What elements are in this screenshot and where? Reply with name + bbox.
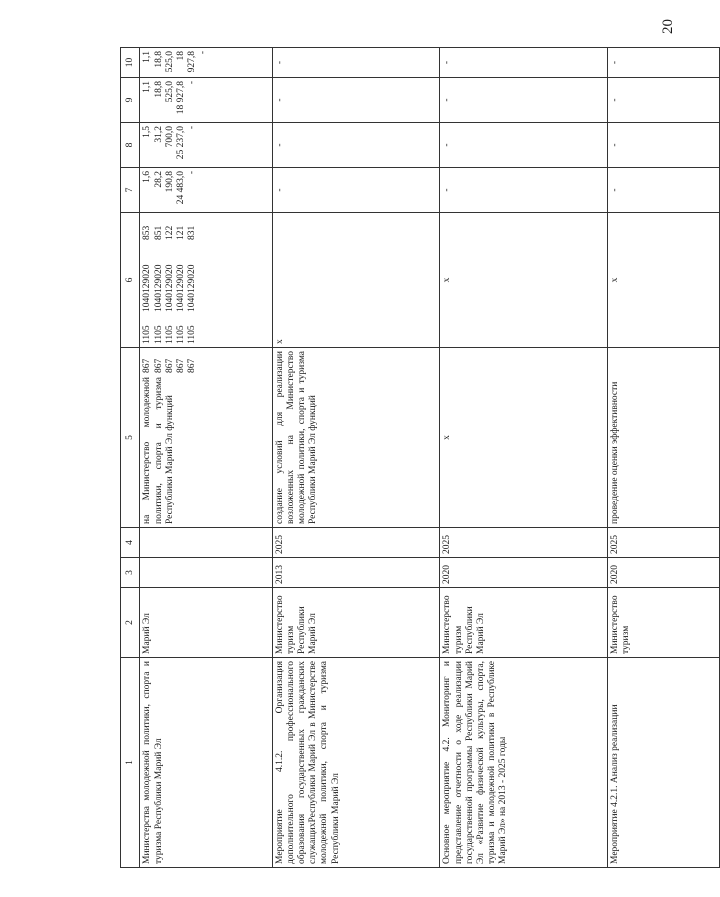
rotated-table-page <box>120 48 720 868</box>
cell-end-year: 2025 <box>440 528 608 558</box>
cell-csr-codes: 1040129020 1040129020 1040129020 1040129020 1040129020 <box>142 264 198 312</box>
cell-start-year: 2013 <box>272 558 440 588</box>
cell-result: x <box>440 348 608 528</box>
cell-val-7: - <box>440 168 608 213</box>
cell-executor: Марий Эл <box>140 588 272 658</box>
program-table <box>120 47 720 868</box>
cell-measure: Мероприятие 4.1.2. Организация дополнительного профессионального образования государственных гражданских служащихРеспублики Марий Эл в Министерстве молодежной политики, спорта и туризма Республики Марий Эл <box>272 658 440 868</box>
col-header-3: 3 <box>121 558 140 588</box>
cell-end-year: 2025 <box>608 528 720 558</box>
cell-vr-codes: 853 851 122 121 831 <box>142 225 198 240</box>
cell-result-text: на Министерство молодежной политики, спорта и туризма Республики Марий Эл функций <box>142 377 175 524</box>
table-row <box>272 48 440 868</box>
cell-val-10: - <box>608 48 720 78</box>
table-row <box>440 48 608 868</box>
cell-val-8: - <box>440 123 608 168</box>
cell-val-10: - <box>272 48 440 78</box>
cell-measure: Министерства молодежной политики, спорта и туризма Республики Марий Эл <box>140 658 272 868</box>
col-header-5: 5 <box>121 348 140 528</box>
page-number: 20 <box>660 19 676 34</box>
table-row <box>140 48 272 868</box>
cell-end-year: 2025 <box>272 528 440 558</box>
cell-val-10: 1,1 18,8 525,0 18 927,8 - <box>140 48 272 78</box>
cell-val-7: - <box>608 168 720 213</box>
cell-grbs-codes: 867 867 867 867 867 <box>142 358 198 373</box>
cell-val-8: - <box>608 123 720 168</box>
cell-start-year: 2020 <box>608 558 720 588</box>
cell-result: создание условий для реализации возложенных на Министерство молодежной политики, спорта и туризма Республики Марий Эл функций <box>272 348 440 528</box>
cell-start-year <box>140 558 272 588</box>
cell-end-year <box>140 528 272 558</box>
col-header-2: 2 <box>121 588 140 658</box>
col-header-9: 9 <box>121 78 140 123</box>
cell-val-8: - <box>272 123 440 168</box>
col-header-6: 6 <box>121 213 140 348</box>
col-header-1: 1 <box>121 658 140 868</box>
cell-val-7: 1,6 28,2 190,8 24 483,0 - <box>140 168 272 213</box>
cell-val-8: 1,5 31,2 700,0 25 237,0 - <box>140 123 272 168</box>
cell-executor: Министерство туризм Республики Марий Эл <box>272 588 440 658</box>
col-header-8: 8 <box>121 123 140 168</box>
cell-val-9: - <box>440 78 608 123</box>
cell-kbk: x <box>272 213 440 348</box>
table-row <box>608 48 720 868</box>
col-header-10: 10 <box>121 48 140 78</box>
cell-val-9: 1,1 18,8 525,0 18 927,8 - <box>140 78 272 123</box>
col-header-7: 7 <box>121 168 140 213</box>
cell-val-10: - <box>440 48 608 78</box>
cell-result: проведение оценки эффективности <box>608 348 720 528</box>
cell-val-7: - <box>272 168 440 213</box>
cell-measure: Основное мероприятие 4.2. Мониторинг и представление отчетности о ходе реализации государственной программы Республики Марий Эл «Развитие физической культуры, спорта, туризма и молодежной политики в Республике Марий Эл» на 2013 - 2025 годы <box>440 658 608 868</box>
col-header-4: 4 <box>121 528 140 558</box>
header-row <box>121 48 140 868</box>
cell-executor: Министерство туризм <box>608 588 720 658</box>
cell-kbk: x <box>440 213 608 348</box>
cell-kbk <box>140 213 272 348</box>
cell-result <box>140 348 272 528</box>
cell-measure: Мероприятие 4.2.1. Анализ реализации <box>608 658 720 868</box>
cell-kbk: x <box>608 213 720 348</box>
cell-rzpr-codes: 1105 1105 1105 1105 1105 <box>142 325 198 344</box>
cell-start-year: 2020 <box>440 558 608 588</box>
cell-val-9: - <box>608 78 720 123</box>
cell-val-9: - <box>272 78 440 123</box>
cell-executor: Министерство туризм Республики Марий Эл <box>440 588 608 658</box>
